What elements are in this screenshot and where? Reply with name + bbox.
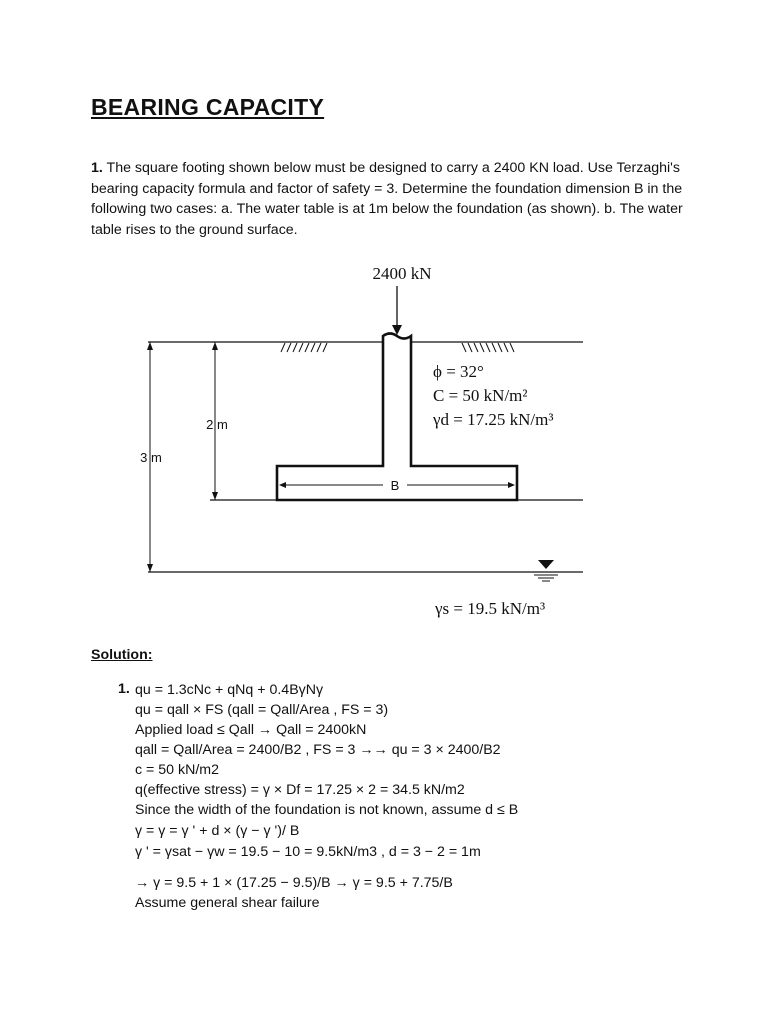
solution-line: Since the width of the foundation is not known, assume d ≤ B	[135, 802, 519, 818]
solution-line: qu = 1.3cNc + qNq + 0.4BγNγ	[135, 682, 324, 698]
depth-arrow-bottom	[212, 492, 218, 500]
dry-unit-weight-label: γd = 17.25 kN/m³	[433, 410, 554, 429]
saturated-unit-weight-label: γs = 19.5 kN/m³	[435, 599, 546, 618]
problem-text: The square footing shown below must be designed to carry a 2400 KN load. Use Terzaghi's bearing capacity formula and factor of safety = 3. Determine the foundation dimension B in the following two cases: a. The water table is at 1m below the foundation (as shown). b. The water table rises to the ground surface.	[91, 160, 683, 238]
depth-label: 2 m	[206, 417, 228, 432]
solution-line: Assume general shear failure	[135, 895, 320, 911]
width-arrow-right	[508, 482, 515, 488]
solution-number: 1.	[118, 681, 130, 697]
depth-arrow-top	[212, 342, 218, 350]
solution-heading: Solution:	[91, 647, 153, 663]
solution-line: qu = qall × FS (qall = Qall/Area , FS = 3)	[135, 702, 389, 718]
solution-line: γ = γ = γ ' + d × (γ − γ ')/ B	[135, 823, 300, 839]
total-depth-label: 3 m	[140, 450, 162, 465]
solution-line: qall = Qall/Area = 2400/B2 , FS = 3 →→ qu = 3 × 2400/B2	[135, 742, 501, 758]
problem-statement	[91, 158, 701, 240]
width-arrow-left	[279, 482, 286, 488]
solution-line: c = 50 kN/m2	[135, 762, 219, 778]
footing-diagram	[0, 255, 768, 635]
ground-hatch-right	[462, 343, 514, 352]
width-label: B	[390, 478, 400, 493]
solution-line: γ ' = γsat − γw = 19.5 − 10 = 9.5kN/m3 , d = 3 − 2 = 1m	[135, 844, 481, 860]
solution-line: Applied load ≤ Qall → Qall = 2400kN	[135, 722, 367, 738]
problem-number: 1.	[91, 160, 103, 176]
phi-label: ϕ = 32°	[433, 362, 484, 381]
load-label: 2400 kN	[372, 264, 432, 283]
solution-line: → γ = 9.5 + 1 × (17.25 − 9.5)/B → γ = 9.5 + 7.75/B	[135, 875, 453, 891]
water-table-icon	[538, 560, 554, 569]
cohesion-label: C = 50 kN/m²	[433, 386, 528, 405]
total-depth-arrow-bottom	[147, 564, 153, 572]
page-title: BEARING CAPACITY	[91, 94, 325, 120]
solution-line: q(effective stress) = γ × Df = 17.25 × 2 = 34.5 kN/m2	[135, 782, 465, 798]
total-depth-arrow-top	[147, 342, 153, 350]
ground-hatch-left	[281, 343, 327, 352]
